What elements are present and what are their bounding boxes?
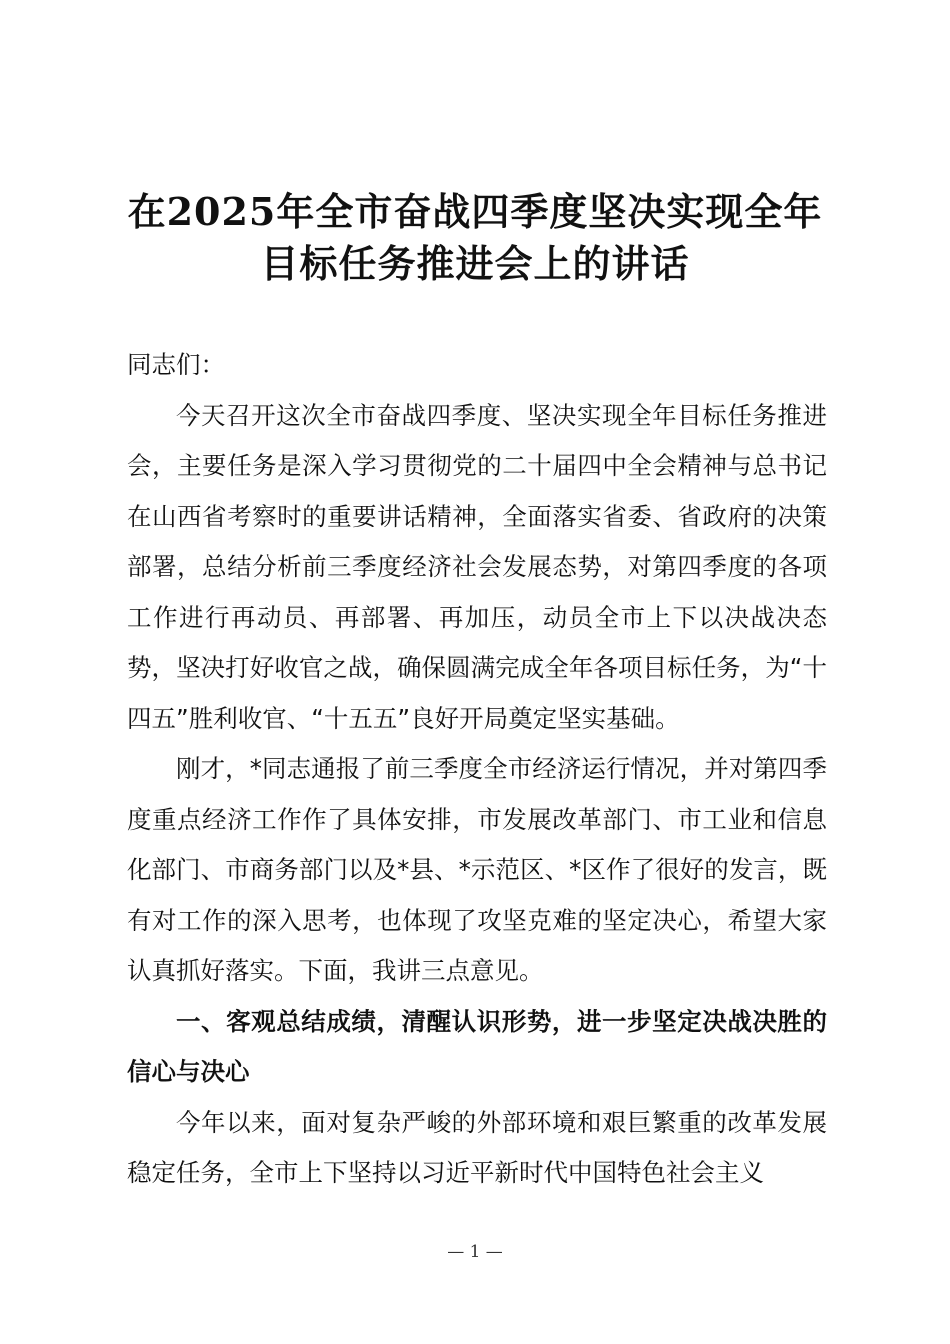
title-line-2: 目标任务推进会上的讲话 (260, 241, 690, 286)
paragraph-review: 刚才，*同志通报了前三季度全市经济运行情况，并对第四季度重点经济工作作了具体安排，市发展改革部门、市工业和信息化部门、市商务部门以及*县、*示范区、*区作了很好的发言，既有对工作的深入思考，也体现了攻坚克难的坚定决心，希望大家认真抓好落实。下面，我讲三点意见。 (127, 754, 827, 985)
paragraph-section-1: 今年以来，面对复杂严峻的外部环境和艰巨繁重的改革发展稳定任务，全市上下坚持以习近平新时代中国特色社会主义 (127, 1107, 827, 1187)
document-body (127, 340, 827, 1199)
page-number: — 1 — (447, 1242, 503, 1262)
section-heading-1: 一、客观总结成绩，清醒认识形势，进一步坚定决战决胜的信心与决心 (127, 1006, 827, 1086)
paragraph-opening: 今天召开这次全市奋战四季度、坚决实现全年目标任务推进会，主要任务是深入学习贯彻党的二十届四中全会精神与总书记在山西省考察时的重要讲话精神，全面落实省委、省政府的决策部署，总结分析前三季度经济社会发展态势，对第四季度的各项工作进行再动员、再部署、再加压，动员全市上下以决战决态势，坚决打好收官之战，确保圆满完成全年各项目标任务，为“十四五”胜利收官、“十五五”良好开局奠定坚实基础。 (127, 400, 827, 733)
title-line-1: 在2025年全市奋战四季度坚决实现全年 (127, 189, 823, 234)
document-title (110, 186, 840, 290)
salutation: 同志们： (127, 350, 225, 379)
